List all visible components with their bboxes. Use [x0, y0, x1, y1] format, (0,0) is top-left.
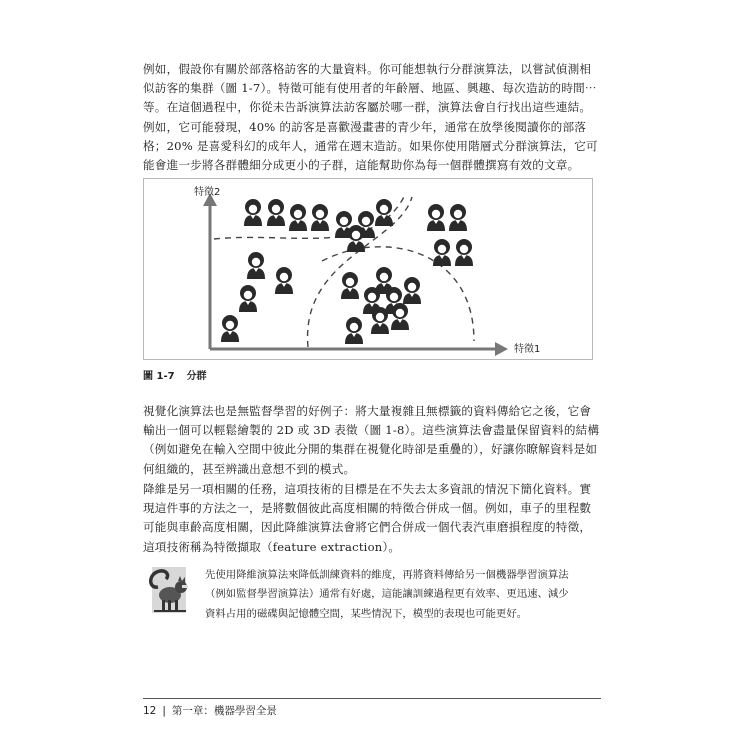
- body-paragraph-dimensionality: 降維是另一項相關的任務，這項技術的目標是在不失去太多資訊的情況下簡化資料。實現這件事的方法之一，是將數個彼此高度相關的特徵合併成一個。例如，車子的里程數可能與車齡高度相關，因此降維演算法會將它們合併成一個代表汽車磨損程度的特徵，這項技術稱為特徵擷取（feature extraction）。: [143, 482, 592, 554]
- person-icon: [221, 315, 239, 342]
- person-icon: [347, 225, 365, 252]
- person-icon: [244, 199, 262, 226]
- person-icon: [345, 317, 363, 344]
- x-axis-label: 特徵1: [514, 344, 541, 355]
- figure-clustering: [143, 178, 593, 360]
- caption-number: 圖 1-7: [143, 371, 175, 382]
- footer-rule: [143, 698, 601, 699]
- person-icon: [239, 285, 257, 312]
- raccoon-icon: [146, 565, 190, 617]
- data-points: [221, 199, 473, 344]
- person-icon: [427, 204, 445, 231]
- person-icon: [433, 239, 451, 266]
- person-icon: [403, 277, 421, 304]
- person-icon: [275, 267, 293, 294]
- person-icon: [311, 204, 329, 231]
- figure-caption: [143, 367, 207, 382]
- body-paragraph-clustering: 例如，假設你有關於部落格訪客的大量資料。你可能想執行分群演算法，以嘗試偵測相似訪客的集群（圖 1-7）。特徵可能有使用者的年齡層、地區、興趣、每次造訪的時間⋯等。在這個過程中，你從未告訴演算法訪客屬於哪一群，演算法會自行找出這些連結。例如，它可能發現，40% 的訪客是喜歡漫畫書的青少年，通常在放學後閱讀你的部落格；20% 是喜愛科幻的成年人，通常在週末造訪。如果你使用階層式分群演算法，它可能會進一步將各群體細分成更小的子群，這能幫助你為每一個群體撰寫有效的文章。: [143, 62, 598, 173]
- x-axis-arrow: [495, 342, 508, 356]
- y-axis-label: 特徵2: [194, 187, 221, 198]
- tip-text: 先使用降維演算法來降低訓練資料的維度，再將資料傳給另一個機器學習演算法（例如監督學習演算法）通常有好處，這能讓訓練過程更有效率、更迅速、減少資料占用的磁碟與記憶體空間，某些情況下，模型的表現也可能更好。: [205, 569, 569, 620]
- person-icon: [455, 239, 473, 266]
- clustering-diagram: [144, 179, 594, 361]
- person-icon: [267, 199, 285, 226]
- person-icon: [289, 204, 307, 231]
- footer: [143, 703, 277, 718]
- footer-separator: |: [162, 705, 166, 717]
- person-icon: [375, 199, 393, 226]
- person-icon: [371, 307, 389, 334]
- person-icon: [341, 272, 359, 299]
- body-paragraph-visualization: 視覺化演算法也是無監督學習的好例子：將大量複雜且無標籤的資料傳給它之後，它會輸出一個可以輕鬆繪製的 2D 或 3D 表徵（圖 1-8）。這些演算法會盡量保留資料的結構（例如避免在輸入空間中彼此分開的集群在視覺化時卻是重疊的），好讓你瞭解資料是如何組織的，甚至辨識出意想不到的模式。: [143, 404, 600, 476]
- person-icon: [449, 204, 467, 231]
- person-icon: [391, 303, 409, 330]
- person-icon: [247, 252, 265, 279]
- page-number: 12: [143, 705, 157, 717]
- caption-title: 分群: [186, 371, 207, 382]
- chapter-title: 第一章：機器學習全景: [171, 705, 277, 717]
- cluster-boundary-top: [214, 193, 406, 239]
